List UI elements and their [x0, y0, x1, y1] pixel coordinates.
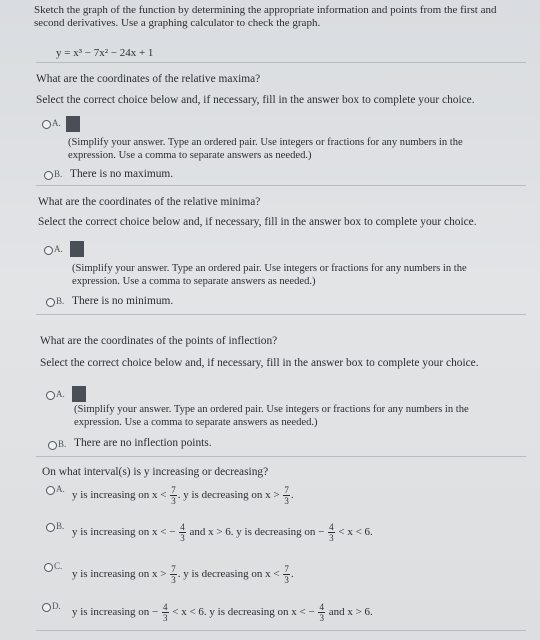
instruction-text: Select the correct choice below and, if necessary, fill in the answer box to complete your choice. — [38, 216, 477, 228]
denominator: 3 — [319, 613, 324, 623]
answer-box-minima[interactable] — [70, 241, 84, 257]
radio-maxima-a[interactable] — [42, 120, 51, 129]
interval-option-d — [72, 602, 373, 623]
fraction — [318, 602, 325, 623]
question-relative-maxima: What are the coordinates of the relative maxima? — [36, 73, 261, 85]
instruction-text: Select the correct choice below and, if necessary, fill in the answer box to complete your choice. — [40, 357, 479, 369]
option-text: and x > 6. — [328, 606, 373, 619]
radio-interval-b[interactable] — [46, 523, 55, 532]
numerator: 7 — [284, 485, 289, 495]
divider — [36, 630, 526, 631]
denominator: 3 — [171, 575, 176, 585]
answer-box-inflection[interactable] — [72, 386, 86, 402]
option-label: A. — [56, 484, 65, 494]
option-text: y is increasing on x < − — [72, 526, 176, 539]
option-text: < x < 6. y is decreasing on x < − — [172, 606, 315, 619]
option-text: . y is decreasing on x < — [177, 568, 280, 581]
fraction — [170, 485, 177, 506]
option-text: y is increasing on − — [72, 606, 159, 619]
function-equation: y = x³ − 7x² − 24x + 1 — [56, 47, 154, 59]
fraction — [283, 485, 290, 506]
numerator: 4 — [329, 522, 334, 532]
instruction-text: Select the correct choice below and, if necessary, fill in the answer box to complete your choice. — [36, 94, 475, 106]
divider — [36, 314, 526, 315]
option-text: < x < 6. — [338, 526, 373, 539]
divider — [36, 456, 526, 457]
denominator: 3 — [163, 613, 168, 623]
fraction — [179, 522, 186, 543]
option-label: A. — [52, 118, 61, 128]
option-text: and x > 6. y is decreasing on − — [189, 526, 325, 539]
radio-interval-d[interactable] — [42, 603, 51, 612]
option-label: B. — [56, 521, 65, 531]
answer-help-text: (Simplify your answer. Type an ordered pair. Use integers or fractions for any numbers in the expression. Use a comma to separate answers as needed.) — [72, 263, 467, 287]
option-text: . — [290, 489, 294, 502]
option-label: D. — [52, 601, 61, 611]
radio-inflection-b[interactable] — [48, 441, 57, 450]
radio-minima-b[interactable] — [46, 298, 55, 307]
fraction — [162, 602, 169, 623]
denominator: 3 — [171, 496, 176, 506]
numerator: 4 — [180, 522, 185, 532]
denominator: 3 — [284, 575, 289, 585]
option-label: A. — [56, 389, 65, 399]
interval-option-a — [72, 485, 294, 506]
divider — [36, 62, 526, 63]
option-label: B. — [54, 169, 63, 179]
no-inflection-text: There are no inflection points. — [74, 437, 212, 449]
option-label: B. — [58, 439, 67, 449]
option-text: y is increasing on x < — [72, 489, 167, 502]
question-relative-minima: What are the coordinates of the relative minima? — [38, 196, 261, 208]
radio-minima-a[interactable] — [44, 246, 53, 255]
denominator: 3 — [329, 533, 334, 543]
no-maximum-text: There is no maximum. — [70, 168, 174, 180]
radio-maxima-b[interactable] — [44, 171, 53, 180]
question-increasing-decreasing: On what interval(s) is y increasing or decreasing? — [42, 466, 269, 478]
option-text: . — [290, 568, 294, 581]
numerator: 7 — [171, 564, 176, 574]
question-inflection-points: What are the coordinates of the points of inflection? — [40, 335, 278, 347]
interval-option-c — [72, 564, 294, 585]
option-text: . y is decreasing on x > — [177, 489, 280, 502]
denominator: 3 — [180, 533, 185, 543]
denominator: 3 — [284, 496, 289, 506]
fraction — [328, 522, 335, 543]
radio-interval-c[interactable] — [44, 563, 53, 572]
option-label: C. — [54, 561, 63, 571]
no-minimum-text: There is no minimum. — [72, 295, 174, 307]
option-label: A. — [54, 244, 63, 254]
radio-interval-a[interactable] — [46, 486, 55, 495]
problem-intro: Sketch the graph of the function by determining the appropriate information and points from the first and second derivatives. Use a graphing calculator to check the graph. — [34, 4, 497, 29]
option-text: y is increasing on x > — [72, 568, 167, 581]
fraction — [283, 564, 290, 585]
numerator: 7 — [284, 564, 289, 574]
divider — [36, 185, 526, 186]
interval-option-b — [72, 522, 373, 543]
radio-inflection-a[interactable] — [46, 391, 55, 400]
numerator: 7 — [171, 485, 176, 495]
answer-help-text: (Simplify your answer. Type an ordered pair. Use integers or fractions for any numbers in the expression. Use a comma to separate answers as needed.) — [68, 137, 463, 161]
numerator: 4 — [163, 602, 168, 612]
answer-box-maxima[interactable] — [66, 116, 80, 132]
option-label: B. — [56, 296, 65, 306]
answer-help-text: (Simplify your answer. Type an ordered pair. Use integers or fractions for any numbers in the expression. Use a comma to separate answers as needed.) — [74, 404, 469, 428]
numerator: 4 — [319, 602, 324, 612]
fraction — [170, 564, 177, 585]
